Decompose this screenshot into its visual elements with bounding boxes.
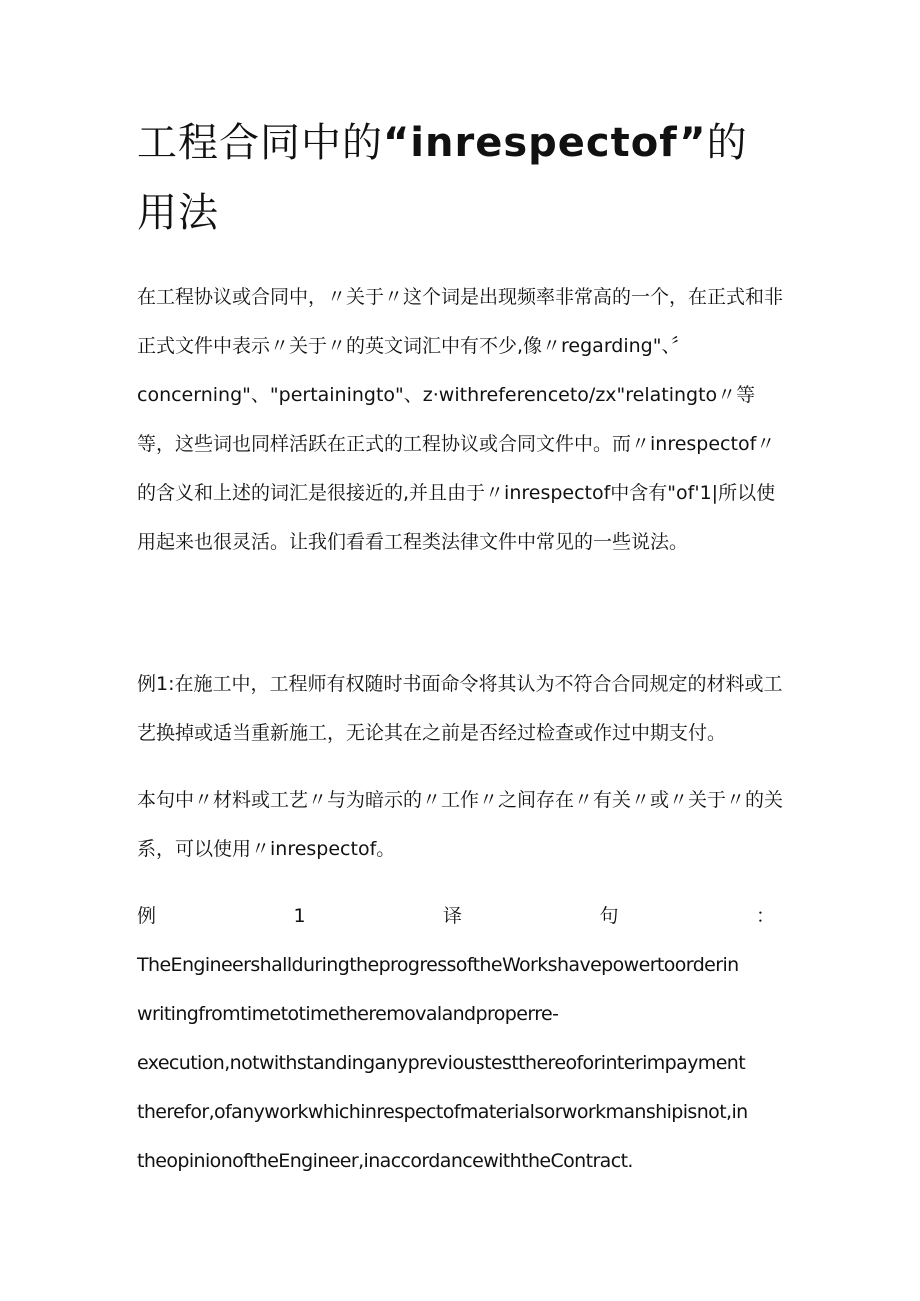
translation-label-char: 1	[293, 905, 306, 927]
note-paragraph: 本句中〃材料或工艺〃与为暗示的〃工作〃之间存在〃有关〃或〃关于〃的关系，可以使用〃inrespectof。	[137, 789, 784, 860]
translation-label	[137, 892, 775, 941]
title-english-term: “inrespectof”	[383, 120, 707, 166]
translation-line: writingfromtimetotimetheremovalandproperre-	[137, 1003, 559, 1025]
example-1-paragraph: 例1:在施工中，工程师有权随时书面命令将其认为不符合合同规定的材料或工艺换掉或适当重新施工，无论其在之前是否经过检查或作过中期支付。	[137, 673, 783, 744]
title-part-1: 工程合同中的	[137, 120, 383, 166]
translation-line: therefor,ofanyworkwhichinrespectofmaterialsorworkmanshipisnot,in	[137, 1101, 748, 1123]
translation-line: theopinionoftheEngineer,inaccordancewiththeContract.	[137, 1150, 633, 1172]
title-part-2: 的用法	[137, 120, 748, 236]
english-translation	[137, 941, 787, 1186]
translation-label-char: 例	[137, 905, 157, 927]
translation-label-char: ：	[755, 905, 775, 927]
translation-label-char: 句	[599, 905, 619, 927]
translation-line: TheEngineershallduringtheprogressoftheWorkshavepowertoorderin	[137, 954, 739, 976]
translation-line: execution,notwithstandinganyprevioustestthereoforinterimpayment	[137, 1052, 746, 1074]
translation-label-char: 译	[443, 905, 463, 927]
document-title	[137, 108, 757, 248]
intro-paragraph: 在工程协议或合同中，〃关于〃这个词是出现频率非常高的一个，在正式和非正式文件中表示〃关于〃的英文词汇中有不少,像〃regarding"、〞concerning"、"pertainingto"、z·withreferenceto/zx"relatingto〃等等，这些词也同样活跃在正式的工程协议或合同文件中。而〃inrespectof〃的含义和上述的词汇是很接近的,并且由于〃inrespectof中含有"of'1|所以使用起来也很灵活。让我们看看工程类法律文件中常见的一些说法。	[137, 286, 784, 553]
